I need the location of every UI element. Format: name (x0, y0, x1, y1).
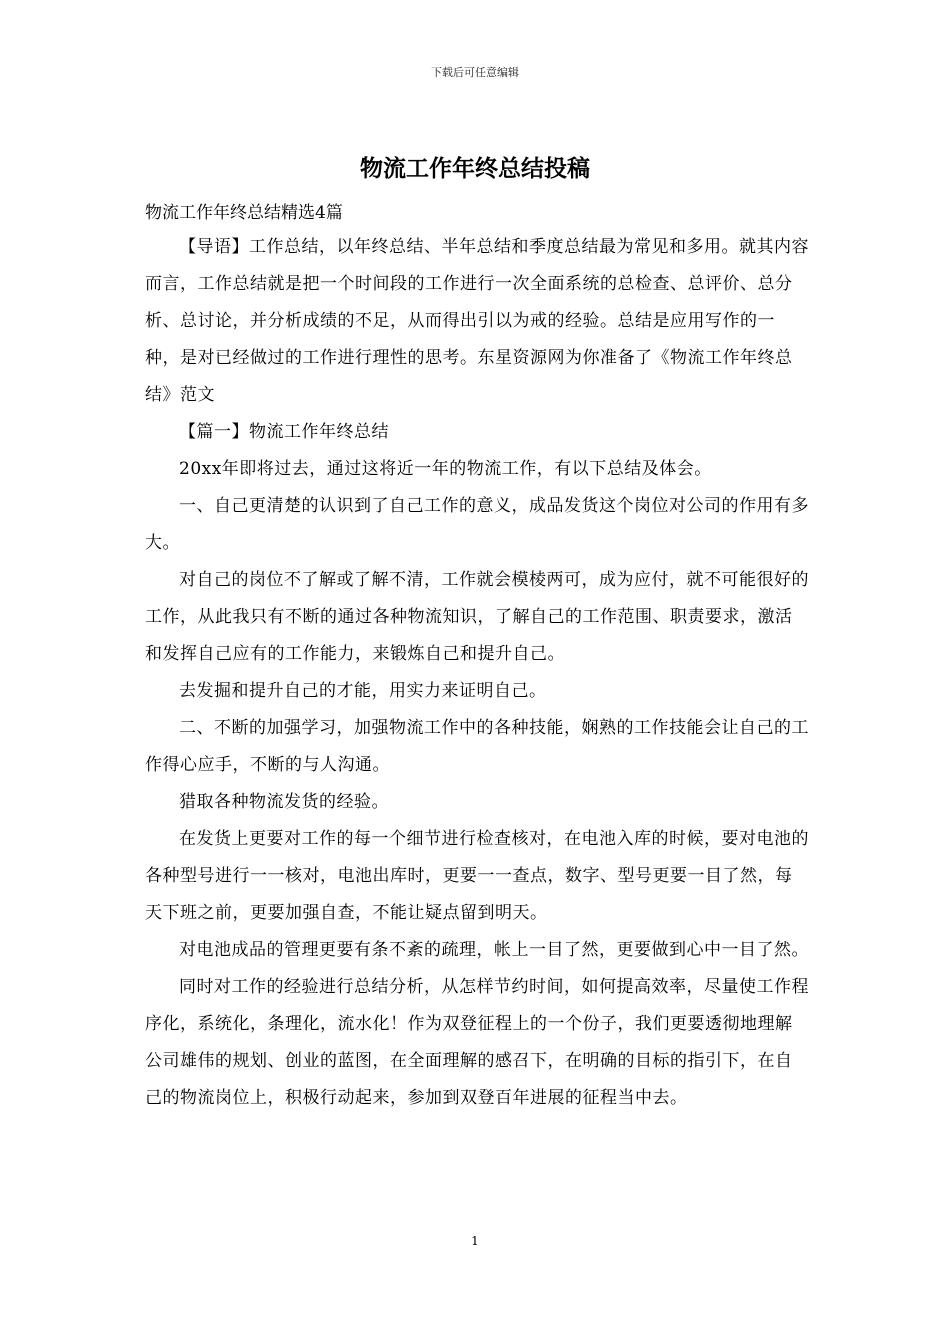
paragraph: 二、不断的加强学习，加强物流工作中的各种技能，娴熟的工作技能会让自己的工作得心应手，不断的与人沟通。 (145, 718, 809, 775)
paragraph: 猎取各种物流发货的经验。 (179, 792, 389, 812)
paragraph: 对自己的岗位不了解或了解不清，工作就会模棱两可，成为应付，就不可能很好的工作，从此我只有不断的通过各种物流知识，了解自己的工作范围、职责要求，激活和发挥自己应有的工作能力，来锻炼自己和提升自己。 (145, 570, 809, 664)
document-title: 物流工作年终总结投稿 (360, 155, 590, 182)
paragraph: 同时对工作的经验进行总结分析，从怎样节约时间，如何提高效率，尽量使工作程序化，系统化，条理化，流水化！作为双登征程上的一个份子，我们更要透彻地理解公司雄伟的规划、创业的蓝图，在全面理解的感召下，在明确的目标的指引下，在自己的物流岗位上，积极行动起来，参加到双登百年进展的征程当中去。 (145, 977, 809, 1108)
paragraph-intro: 【导语】工作总结，以年终总结、半年总结和季度总结最为常见和多用。就其内容而言，工作总结就是把一个时间段的工作进行一次全面系统的总检查、总评价、总分析、总讨论，并分析成绩的不足，从而得出引以为戒的经验。总结是应用写作的一种，是对已经做过的工作进行理性的思考。东星资源网为你准备了《物流工作年终总结》范文 (145, 237, 809, 405)
paragraph-section-heading: 【篇一】物流工作年终总结 (179, 422, 389, 442)
header-note: 下载后可任意编辑 (431, 66, 519, 79)
document-body (145, 229, 809, 1117)
paragraph: 对电池成品的管理更要有条不紊的疏理，帐上一目了然，更要做到心中一目了然。 (179, 940, 809, 960)
paragraph: 去发掘和提升自己的才能，用实力来证明自己。 (179, 681, 547, 701)
paragraph: 20xx年即将过去，通过这将近一年的物流工作，有以下总结及体会。 (179, 459, 712, 479)
document-subtitle: 物流工作年终总结精选4篇 (145, 203, 343, 223)
paragraph: 一、自己更清楚的认识到了自己工作的意义，成品发货这个岗位对公司的作用有多大。 (145, 496, 809, 553)
page-number: 1 (471, 1234, 479, 1248)
paragraph: 在发货上更要对工作的每一个细节进行检查核对，在电池入库的时候，要对电池的各种型号进行一一核对，电池出库时，更要一一查点，数字、型号更要一目了然，每天下班之前，更要加强自查，不能让疑点留到明天。 (145, 829, 809, 923)
